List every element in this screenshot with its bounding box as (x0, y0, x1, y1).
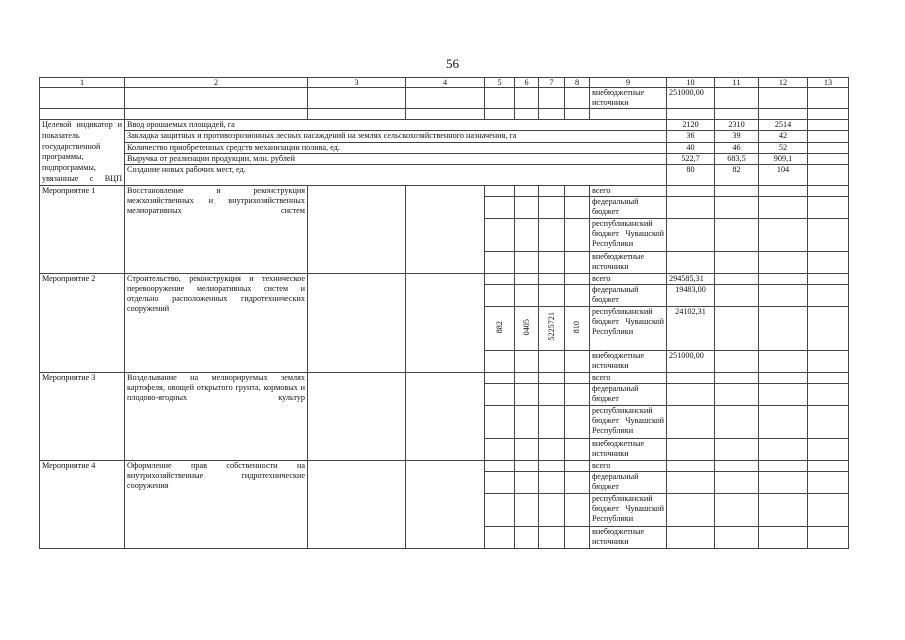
value-cell: 294585,31 (667, 273, 715, 284)
value-cell: 52 (759, 142, 808, 153)
source-label: внебюджетные источники (590, 526, 667, 548)
code-cell: 5225721 (546, 312, 556, 342)
code-cell: 882 (494, 320, 504, 333)
value-cell: 40 (667, 142, 715, 153)
value-cell: 2120 (667, 120, 715, 131)
source-label: внебюджетные источники (590, 438, 667, 460)
measure-row (40, 273, 849, 284)
measure-row (40, 185, 849, 196)
source-label: внебюджетные источники (590, 88, 667, 109)
value-cell: 39 (715, 131, 759, 142)
source-label: федеральный бюджет (590, 383, 667, 405)
source-label: федеральный бюджет (590, 471, 667, 493)
value-cell: 24102,31 (667, 306, 715, 350)
value-cell: 251000,00 (667, 88, 715, 109)
value-cell: 2310 (715, 120, 759, 131)
header-cell: 11 (715, 78, 759, 88)
measure-label: Мероприятие 3 (40, 372, 125, 460)
measure-label: Мероприятие 1 (40, 185, 125, 273)
header-cell: 10 (667, 78, 715, 88)
source-label: внебюджетные источники (590, 251, 667, 273)
measure-row (40, 460, 849, 471)
measure-name: Оформление прав собственности на внутрихозяйственные гидротехнические сооружения (125, 460, 308, 548)
indicator-name: Создание новых рабочих мест, ед. (125, 165, 667, 186)
table-row (40, 88, 849, 109)
value-cell: 909,1 (759, 153, 808, 164)
code-cell: 0405 (521, 318, 531, 335)
indicator-row (40, 153, 849, 164)
source-label: федеральный бюджет (590, 284, 667, 306)
code-cell: 810 (572, 320, 581, 333)
value-cell: 46 (715, 142, 759, 153)
header-cell: 6 (515, 78, 539, 88)
value-cell: 19483,00 (667, 284, 715, 306)
value-cell: 36 (667, 131, 715, 142)
indicator-name: Закладка защитных и противоэрозионных лесных насаждений на землях сельскохозяйственного назначения, га (125, 131, 667, 142)
source-label: всего (590, 185, 667, 196)
measure-label: Мероприятие 4 (40, 460, 125, 548)
source-label: всего (590, 460, 667, 471)
header-cell: 4 (406, 78, 485, 88)
source-label: республиканский бюджет Чувашской Республики (590, 306, 667, 350)
indicator-row (40, 165, 849, 186)
measure-row (40, 372, 849, 383)
measure-name: Строительство, реконструкция и техническое перевооружение мелиоративных систем и отдельно расположенных гидротехнических сооружений (125, 273, 308, 372)
source-label: внебюджетные источники (590, 350, 667, 372)
indicator-row (40, 120, 849, 131)
header-cell: 9 (590, 78, 667, 88)
header-cell: 13 (808, 78, 849, 88)
value-cell: 82 (715, 165, 759, 186)
header-cell: 5 (485, 78, 515, 88)
value-cell: 104 (759, 165, 808, 186)
source-label: республиканский бюджет Чувашской Республики (590, 218, 667, 251)
value-cell: 522,7 (667, 153, 715, 164)
header-cell: 12 (759, 78, 808, 88)
indicator-row (40, 131, 849, 142)
source-label: республиканский бюджет Чувашской Республики (590, 493, 667, 526)
page-number: 56 (446, 56, 459, 71)
indicator-name: Выручка от реализации продукции, млн. рублей (125, 153, 667, 164)
measure-name: Восстановление и реконструкция межхозяйственных и внутрихозяйственных мелиоративных систем (125, 185, 308, 273)
measure-name: Возделывание на мелиорируемых землях картофеля, овощей открытого грунта, кормовых и плодово-ягодных культур (125, 372, 308, 460)
header-cell: 3 (308, 78, 406, 88)
source-label: федеральный бюджет (590, 196, 667, 218)
header-cell: 8 (565, 78, 590, 88)
value-cell: 251000,00 (667, 350, 715, 372)
source-label: республиканский бюджет Чувашской Республики (590, 405, 667, 438)
measure-label: Мероприятие 2 (40, 273, 125, 372)
source-label: всего (590, 273, 667, 284)
header-cell: 7 (539, 78, 565, 88)
value-cell: 80 (667, 165, 715, 186)
header-row (40, 78, 849, 88)
indicator-name: Ввод орошаемых площадей, га (125, 120, 667, 131)
indicator-name: Количество приобретенных средств механизации полива, ед. (125, 142, 667, 153)
indicator-row (40, 142, 849, 153)
source-label: всего (590, 372, 667, 383)
value-cell: 683,5 (715, 153, 759, 164)
header-cell: 2 (125, 78, 308, 88)
value-cell: 2514 (759, 120, 808, 131)
indicators-label: Целевой индикатор и показатель государственной программы, подпрограммы, увязанные с ВЦП (40, 120, 125, 186)
value-cell: 42 (759, 131, 808, 142)
header-cell: 1 (40, 78, 125, 88)
program-table (39, 77, 849, 549)
